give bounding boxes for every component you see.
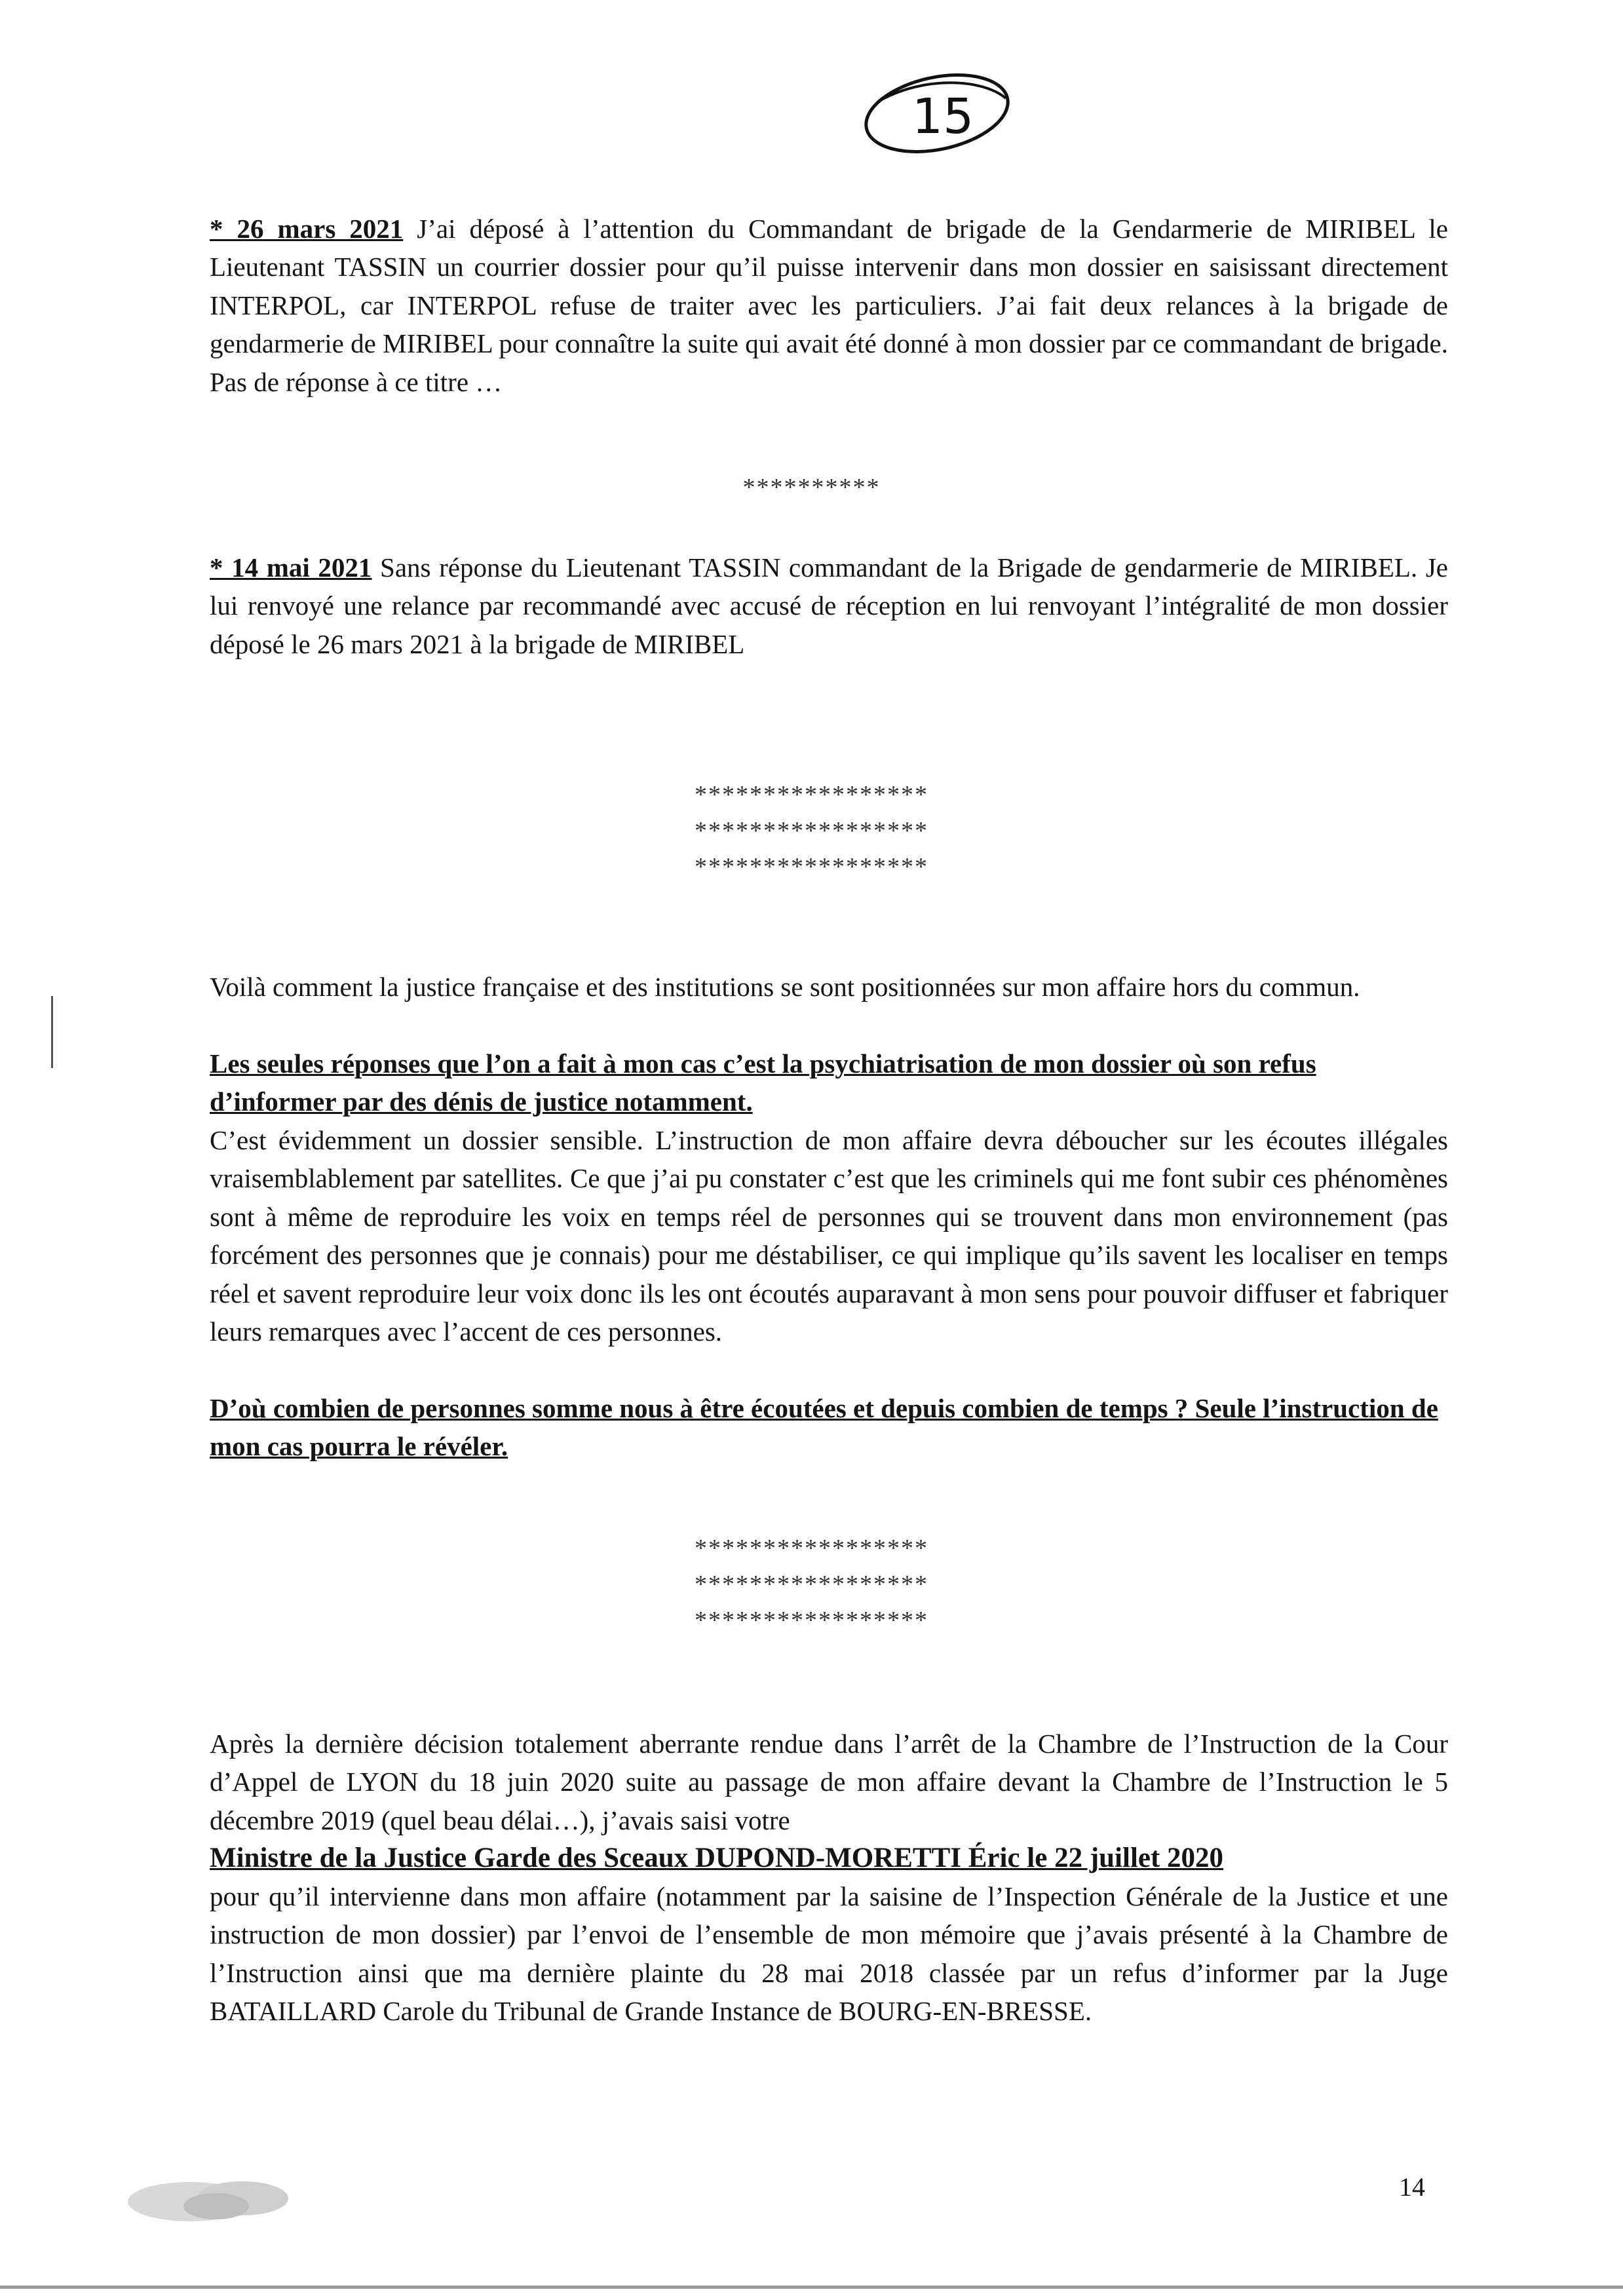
body-paragraph: C’est évidemment un dossier sensible. L’instruction de mon affaire devra déboucher sur les écoutes illégales vraisemblablement par satellites. Ce que j’ai pu constater c’est que les criminels qui me font subir ces phénomènes sont à même de reproduire les voix en temps réel de personnes qui se trouvent dans mon environnement (pas forcément des personnes que je connais) pour me déstabiliser, ce qui implique qu’ils savent les localiser en temps réel et savent reproduire leur voix donc ils les ont écoutés auparavant à mon sens pour pouvoir diffuser et fabriquer leurs remarques avec l’accent de ces personnes. — [210, 1125, 1448, 1347]
emphasis-paragraph-2: D’où combien de personnes somme nous à être écoutées et depuis combien de temps ? Seule l’instruction de mon cas pourra le révéler. — [210, 1393, 1438, 1462]
separator-short: ********** — [742, 474, 881, 501]
ministre-paragraph-intro: Après la dernière décision totalement aberrante rendue dans l’arrêt de la Chambre de l’Instruction de la Cour d’Appel de LYON du 18 juin 2020 suite au passage de mon affaire devant la Chambre de l’Instruction le 5 décembre 2019 (quel beau délai…), j’avais saisi votre — [210, 1729, 1448, 1835]
ministre-emphasis: Ministre de la Justice Garde des Sceaux DUPOND-MORETTI Éric le 22 juillet 2020 — [210, 1843, 1224, 1873]
stamp-number: 15 — [912, 88, 974, 145]
ink-blot — [111, 2166, 328, 2238]
separator-line: ***************** — [695, 1535, 928, 1562]
entry-text: Sans réponse du Lieutenant TASSIN commandant de la Brigade de gendarmerie de MIRIBEL. Je lui renvoyé une relance par recommandé avec accusé de réception en lui renvoyant l’intégralité de mon dossier déposé le 26 mars 2021 à la brigade de MIRIBEL — [210, 552, 1448, 659]
entry-text: J’ai déposé à l’attention du Commandant de brigade de la Gendarmerie de MIRIBEL le Lieutenant TASSIN un courrier dossier pour qu’il puisse intervenir dans mon dossier en saisissant directement INTERPOL, car INTERPOL refuse de traiter avec les particuliers. J’ai fait deux relances à la brigade de gendarmerie de MIRIBEL pour connaître la suite qui avait été donné à mon dossier par ce commandant de brigade. Pas de réponse à ce titre … — [210, 214, 1449, 397]
separator-line: ***************** — [695, 817, 928, 845]
separator-line: ***************** — [695, 1607, 928, 1634]
intro-paragraph: Voilà comment la justice française et des institutions se sont positionnées sur mon affaire hors du commun. — [210, 972, 1360, 1002]
separator-line: ***************** — [695, 1571, 928, 1598]
page-number: 14 — [1399, 2172, 1425, 2202]
bottom-edge — [0, 2286, 1623, 2289]
handwritten-page-stamp — [852, 62, 1022, 161]
entry-26-mars-2021 — [210, 210, 1448, 401]
entry-14-mai-2021 — [210, 548, 1448, 663]
margin-mark — [51, 996, 53, 1068]
emphasis-paragraph-1: Les seules réponses que l’on a fait à mon cas c’est la psychiatrisation de mon dossier où son refus d’informer par des dénis de justice notamment. — [210, 1048, 1316, 1117]
ministre-paragraph-body: pour qu’il intervienne dans mon affaire (notamment par la saisine de l’Inspection Générale de la Justice et une instruction de mon dossier) par l’envoi de l’ensemble de mon mémoire que j’avais présenté à la Chambre de l’Instruction ainsi que ma dernière plainte du 28 mai 2018 classée par un refus d’informer par la Juge BATAILLARD Carole du Tribunal de Grande Instance de BOURG-EN-BRESSE. — [210, 1881, 1448, 2027]
entry-date: * 14 mai 2021 — [210, 552, 372, 583]
separator-line: ***************** — [695, 781, 928, 809]
entry-date: * 26 mars 2021 — [210, 214, 404, 244]
separator-line: ***************** — [695, 853, 928, 881]
